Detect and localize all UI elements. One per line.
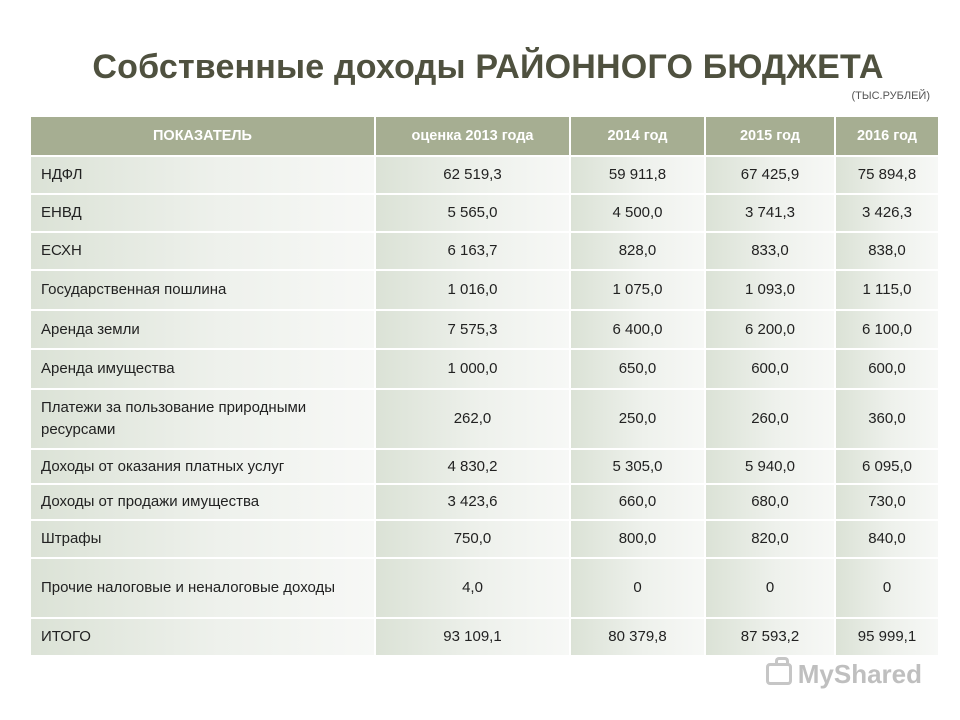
cell-2014: 4 500,0 xyxy=(571,195,706,233)
table-row xyxy=(31,390,938,450)
cell-2016: 360,0 xyxy=(836,390,938,450)
cell-2015: 87 593,2 xyxy=(706,619,836,657)
cell-2013: 750,0 xyxy=(376,521,571,559)
cell-2013: 5 565,0 xyxy=(376,195,571,233)
cell-2015: 5 940,0 xyxy=(706,450,836,485)
cell-2013: 4 830,2 xyxy=(376,450,571,485)
row-label: Аренда имущества xyxy=(31,350,376,390)
row-label: Доходы от продажи имущества xyxy=(31,485,376,521)
watermark xyxy=(766,657,922,691)
cell-2015: 3 741,3 xyxy=(706,195,836,233)
cell-2013: 6 163,7 xyxy=(376,233,571,271)
cell-2013: 1 000,0 xyxy=(376,350,571,390)
header-2016: 2016 год xyxy=(836,117,938,157)
cell-2014: 80 379,8 xyxy=(571,619,706,657)
cell-2013: 3 423,6 xyxy=(376,485,571,521)
cell-2014: 59 911,8 xyxy=(571,157,706,195)
cell-2016: 840,0 xyxy=(836,521,938,559)
cell-2014: 250,0 xyxy=(571,390,706,450)
cell-2014: 1 075,0 xyxy=(571,271,706,311)
cell-2015: 1 093,0 xyxy=(706,271,836,311)
table-row xyxy=(31,271,938,311)
table-row xyxy=(31,450,938,485)
cell-2014: 0 xyxy=(571,559,706,619)
header-row xyxy=(31,117,938,157)
table-row xyxy=(31,157,938,195)
row-label: Доходы от оказания платных услуг xyxy=(31,450,376,485)
table-row xyxy=(31,521,938,559)
row-label: ЕСХН xyxy=(31,233,376,271)
table-row xyxy=(31,350,938,390)
cell-2016: 730,0 xyxy=(836,485,938,521)
header-2014: 2014 год xyxy=(571,117,706,157)
cell-2015: 0 xyxy=(706,559,836,619)
cell-2016: 95 999,1 xyxy=(836,619,938,657)
watermark-text: MyShared xyxy=(797,658,922,689)
table-row xyxy=(31,559,938,619)
header-estimate-2013: оценка 2013 года xyxy=(376,117,571,157)
cell-2015: 67 425,9 xyxy=(706,157,836,195)
row-label: Прочие налоговые и неналоговые доходы xyxy=(31,559,376,619)
budget-table xyxy=(31,117,938,657)
slide-title: Собственные доходы РАЙОННОГО БЮДЖЕТА xyxy=(92,48,884,86)
cell-2015: 600,0 xyxy=(706,350,836,390)
table-body xyxy=(31,157,938,657)
cell-2016: 6 100,0 xyxy=(836,311,938,350)
cell-2014: 650,0 xyxy=(571,350,706,390)
table-row xyxy=(31,195,938,233)
cell-2014: 5 305,0 xyxy=(571,450,706,485)
table-row xyxy=(31,311,938,350)
row-label-total: ИТОГО xyxy=(31,619,376,657)
cell-2015: 820,0 xyxy=(706,521,836,559)
unit-note: (ТЫС.РУБЛЕЙ) xyxy=(851,90,930,102)
table-header xyxy=(31,117,938,157)
cell-2016: 3 426,3 xyxy=(836,195,938,233)
cell-2014: 660,0 xyxy=(571,485,706,521)
row-label: НДФЛ xyxy=(31,157,376,195)
cell-2013: 4,0 xyxy=(376,559,571,619)
cell-2013: 7 575,3 xyxy=(376,311,571,350)
cell-2016: 600,0 xyxy=(836,350,938,390)
cell-2016: 75 894,8 xyxy=(836,157,938,195)
row-label: Платежи за пользование природными ресурсами xyxy=(31,390,376,450)
row-label: Государственная пошлина xyxy=(31,271,376,311)
cell-2016: 1 115,0 xyxy=(836,271,938,311)
cell-2013: 93 109,1 xyxy=(376,619,571,657)
cell-2013: 262,0 xyxy=(376,390,571,450)
cell-2015: 6 200,0 xyxy=(706,311,836,350)
cell-2015: 680,0 xyxy=(706,485,836,521)
header-indicator: ПОКАЗАТЕЛЬ xyxy=(31,117,376,157)
cell-2016: 838,0 xyxy=(836,233,938,271)
table-row-total xyxy=(31,619,938,657)
table-row xyxy=(31,233,938,271)
cell-2016: 6 095,0 xyxy=(836,450,938,485)
row-label: ЕНВД xyxy=(31,195,376,233)
cell-2015: 833,0 xyxy=(706,233,836,271)
cell-2015: 260,0 xyxy=(706,390,836,450)
header-2015: 2015 год xyxy=(706,117,836,157)
printer-icon xyxy=(766,663,792,685)
table-row xyxy=(31,485,938,521)
row-label: Аренда земли xyxy=(31,311,376,350)
row-label: Штрафы xyxy=(31,521,376,559)
cell-2013: 62 519,3 xyxy=(376,157,571,195)
cell-2013: 1 016,0 xyxy=(376,271,571,311)
cell-2014: 800,0 xyxy=(571,521,706,559)
cell-2016: 0 xyxy=(836,559,938,619)
cell-2014: 6 400,0 xyxy=(571,311,706,350)
cell-2014: 828,0 xyxy=(571,233,706,271)
